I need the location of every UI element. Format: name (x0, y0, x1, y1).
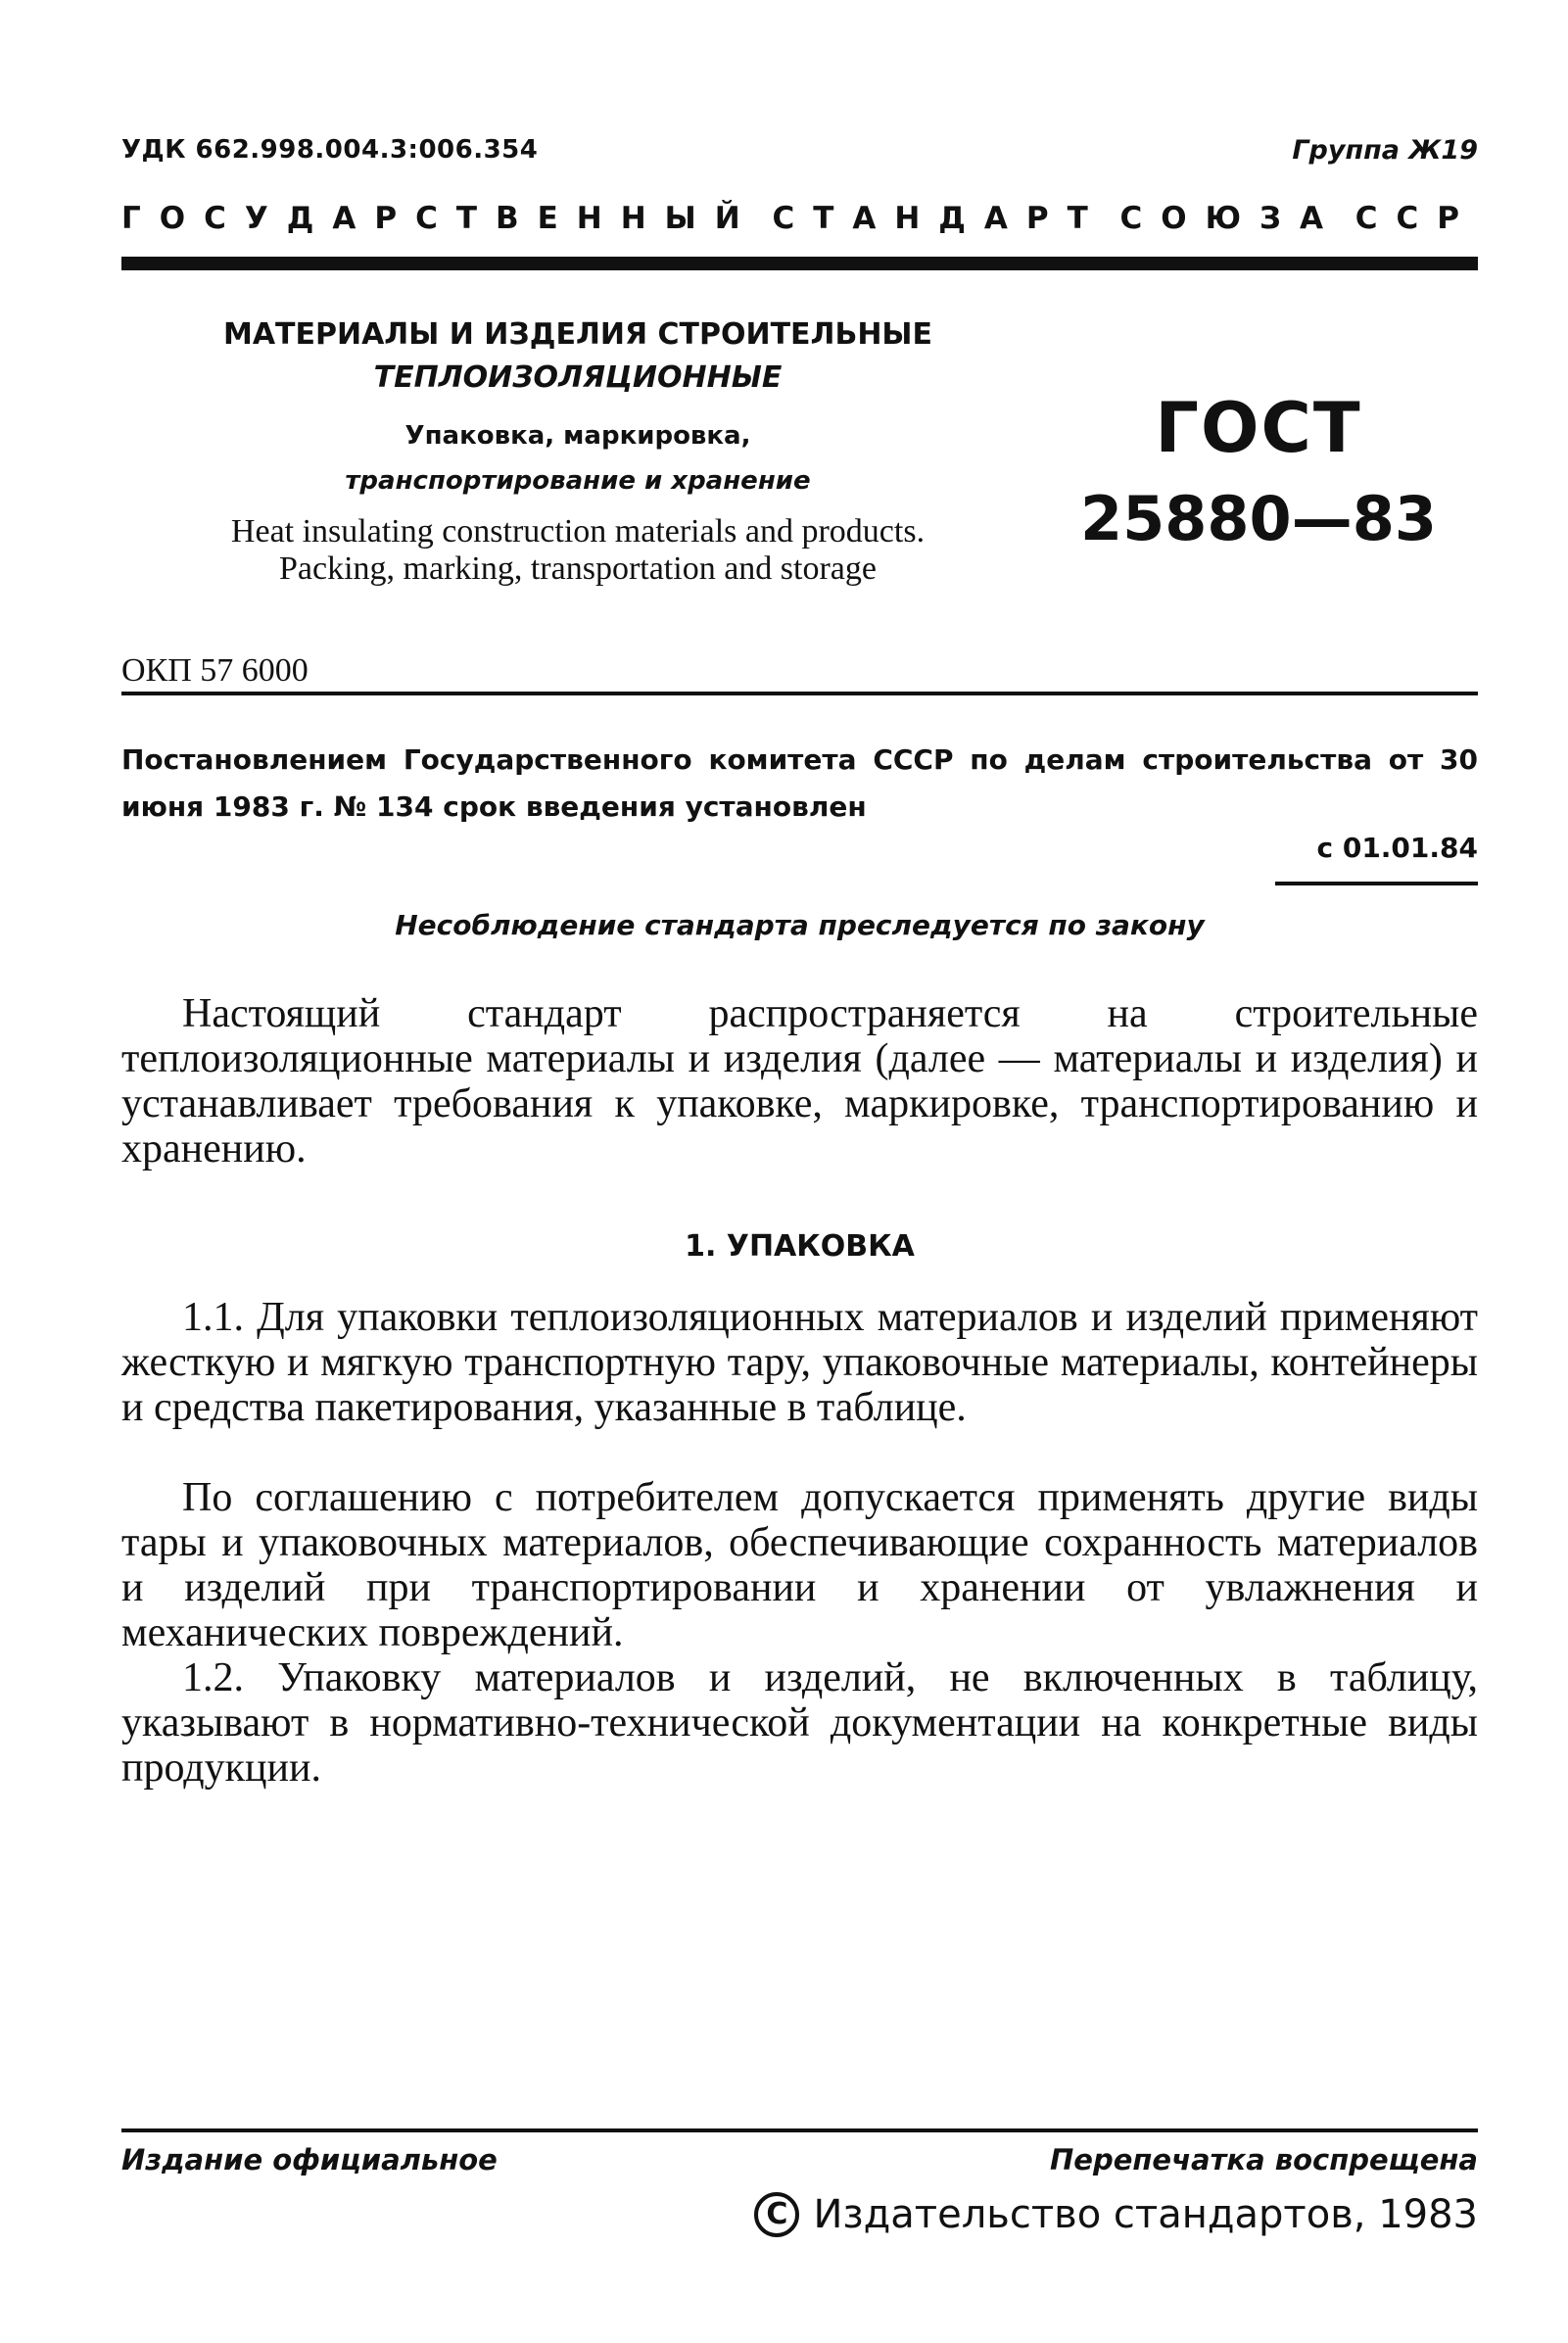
state-standard-heading (121, 201, 1478, 236)
publisher-line (754, 2192, 1478, 2237)
subtitle-line: транспортирование и хранение (345, 466, 811, 496)
heading-word: ГОСУДАРСТВЕННЫЙ (121, 201, 759, 236)
udk-code: УДК 662.998.004.3:006.354 (121, 135, 539, 165)
publisher-name: Издательство стандартов, 1983 (813, 2192, 1478, 2237)
legal-notice: Несоблюдение стандарта преследуется по закону (395, 909, 1205, 941)
english-title-line: Heat insulating construction materials and products. (230, 513, 926, 550)
gost-number: 25880—83 (1080, 483, 1437, 554)
decree-text: Постановлением Государственного комитета СССР по делам строительства от 30 июня 1983 г. № 134 срок введения установлен (121, 743, 1478, 823)
reprint-prohibited: Перепечатка воспрещена (1050, 2143, 1478, 2176)
paragraph-1-2: 1.2. Упаковку материалов и изделий, не включенных в таблицу, указывают в нормативно-технической документации на конкретные виды продукции. (121, 1655, 1478, 1791)
introduction-date: с 01.01.84 (1316, 832, 1478, 864)
group-code: Группа Ж19 (1292, 135, 1478, 166)
official-edition: Издание официальное (121, 2143, 498, 2176)
date-rule (1275, 882, 1478, 885)
subtitle-line: Упаковка, маркировка, (404, 421, 751, 451)
heading-word: СТАНДАРТ (772, 201, 1107, 236)
title-block (118, 313, 1038, 588)
paragraph-1-1: 1.1. Для упаковки теплоизоляционных материалов и изделий применяют жесткую и мягкую транспортную тару, упаковочные материалы, контейнеры и средства пакетирования, указанные в таблице. (121, 1295, 1478, 1430)
footer-rule (121, 2128, 1478, 2132)
heading-word: ССР (1354, 201, 1478, 236)
okp-rule (121, 692, 1478, 695)
title-line: МАТЕРИАЛЫ И ИЗДЕЛИЯ СТРОИТЕЛЬНЫЕ (222, 317, 933, 352)
intro-paragraph: Настоящий стандарт распространяется на строительные теплоизоляционные материалы и изделия (далее — материалы и изделия) и устанавливает требования к упаковке, маркировке, транспортированию и хранению. (121, 991, 1478, 1172)
english-title-line: Packing, marking, transportation and storage (279, 550, 877, 587)
section-title: 1. УПАКОВКА (685, 1229, 915, 1264)
header-rule (121, 257, 1478, 270)
paragraph-agreement: По соглашению с потребителем допускается применять другие виды тары и упаковочных материалов, обеспечивающие сохранность материалов и изделий при транспортировании и хранении от увлажнения и механических повреждений. (121, 1475, 1478, 1655)
title-line: ТЕПЛОИЗОЛЯЦИОННЫЕ (373, 360, 783, 395)
copyright-icon: C (754, 2192, 799, 2237)
okp-code: ОКП 57 6000 (121, 652, 309, 689)
heading-word: СОЮЗА (1119, 201, 1343, 236)
gost-label: ГОСТ (1155, 388, 1362, 468)
